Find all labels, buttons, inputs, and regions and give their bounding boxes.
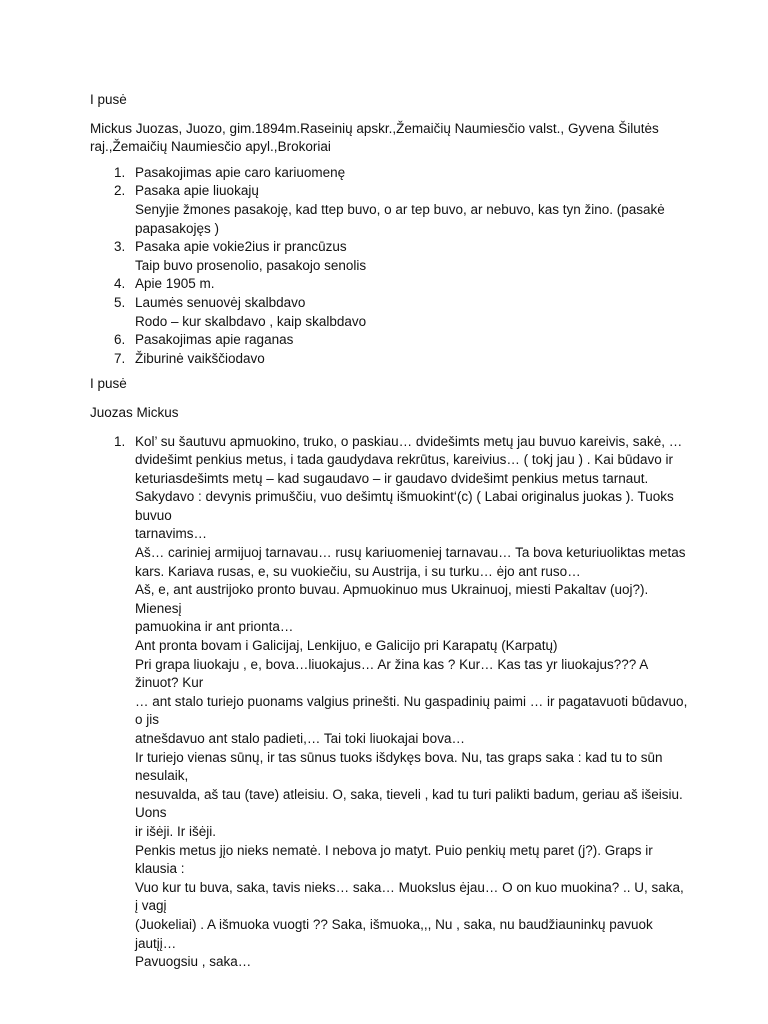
list-text: Pasaka apie liuokajų (135, 183, 259, 199)
transcript-line: Pri grapa liuokaju , e, bova…liuokajus… Ar žina kas ? Kur… Kas tas yr liuokajus??? A žinuot? Kur (135, 656, 648, 691)
list-text: Laumės senuovėj skalbdavo (135, 294, 306, 310)
transcript-line: tarnavims… (135, 526, 208, 542)
transcript-line: Kol’ su šautuvu apmuokino, truko, o paskiau… dvidešimts metų jau buvuo kareivis, sakė, … (135, 433, 683, 449)
list-text: Pasakojimas apie raganas (135, 332, 294, 348)
list-item (90, 238, 690, 275)
list-number: 7. (114, 350, 126, 366)
document-page (90, 91, 690, 972)
transcript-line: Sakydavo : devynis primuščiu, vuo dešimtų išmuokint‘(c) ( Labai originalus juokas ). Tuoks buvuo (135, 489, 674, 523)
transcript-line: Aš, e, ant austrijoko pronto buvau. Apmuokinuo mus Ukrainuoj, miesti Pakaltav (uoj?). Mienesį (135, 582, 649, 616)
list-number: 5. (114, 294, 126, 310)
list-item (90, 275, 690, 294)
list-item (90, 164, 690, 183)
story-list (90, 164, 690, 369)
section-heading: I pusė (90, 92, 127, 107)
transcript-line: kars. Kariava rusas, e, su vuokiečiu, su Austrija, i su turku… ėjo ant ruso… (135, 563, 581, 579)
list-item (90, 182, 690, 238)
transcript-line: keturiasdešimts metų – kad sugaudavo – ir gaudavo dvidešimt penkius metus tarnaut. (135, 470, 649, 486)
transcript-line: ir išėji. Ir išėji. (135, 823, 217, 839)
list-text: Pasakojimas apie caro kariuomenę (135, 164, 346, 180)
list-text: Rodo – kur skalbdavo , kaip skalbdavo (135, 313, 367, 329)
informant-header-line: raj.,Žemaičių Naumiesčio apyl.,Brokoriai (90, 139, 331, 155)
transcript-line: nesuvalda, aš tau (tave) atleisiu. O, saka, tieveli , kad tu turi palikti badum, geriau aš išeisiu. Uons (135, 786, 683, 821)
transcript-line: dvidešimt penkius metus, i tada gaudydava rekrūtus, kareivius… ( tokj jau ) . Kai būdavo ir (135, 452, 674, 468)
list-number: 1. (114, 433, 126, 449)
list-number: 2. (114, 183, 126, 199)
list-number: 6. (114, 332, 126, 348)
list-text: Apie 1905 m. (135, 276, 215, 292)
informant-header-line: Mickus Juozas, Juozo, gim.1894m.Raseinių apskr.,Žemaičių Naumiesčio valst., Gyvena Šilutės (90, 120, 659, 136)
list-text: papasakojęs ) (135, 220, 220, 236)
transcript-line: Aš… cariniej armijuoj tarnavau… rusų kariuomeniej tarnavau… Ta bova keturiuoliktas metas (135, 545, 686, 561)
list-item (90, 294, 690, 331)
list-number: 1. (114, 164, 126, 180)
transcript-line: Penkis metus jįo nieks nematė. I nebova jo matyt. Puio penkių metų paret (j?). Graps ir klausia : (135, 842, 653, 877)
informant-name: Juozas Mickus (90, 404, 179, 420)
list-text: Taip buvo prosenolio, pasakojo senolis (135, 257, 367, 273)
transcript-list (90, 433, 690, 972)
transcript-line: Ir turiejo vienas sūnų, ir tas sūnus tuoks išdykęs bova. Nu, tas graps saka : kad tu to sūn nesulaik, (135, 749, 663, 784)
list-item (90, 331, 690, 350)
list-text: Žiburinė vaikščiodavo (135, 350, 265, 366)
list-item (90, 433, 690, 972)
list-text: Senyjie žmones pasakoję, kad ttep buvo, o ar tep buvo, ar nebuvo, kas tyn žino. (pasakė (135, 201, 665, 217)
transcript-line: atnešdavuo ant stalo padieti,… Tai toki liuokajai bova… (135, 731, 465, 746)
list-number: 4. (114, 276, 126, 292)
transcript-line: Pavuogsiu , saka… (135, 954, 252, 970)
list-number: 3. (114, 239, 126, 255)
transcript-line: (Juokeliai) . A išmuoka vuogti ?? Saka, išmuoka,,, Nu , saka, nu baudžiauninkų pavuok jautįį… (135, 916, 653, 951)
list-item (90, 350, 690, 369)
list-text: Pasaka apie vokie2ius ir prancūzus (135, 239, 347, 255)
section-heading: I pusė (90, 376, 127, 392)
transcript-line: pamuokina ir ant prionta… (135, 619, 294, 635)
transcript-line: Ant pronta bovam i Galicijaj, Lenkijuo, e Galicijo pri Karapatų (Karpatų) (135, 638, 558, 654)
transcript-line: Vuo kur tu buva, saka, tavis nieks… saka… Muokslus ėjau… O on kuo muokina? .. U, saka, į vagį (135, 879, 684, 914)
transcript-line: … ant stalo turiejo puonams valgius prinešti. Nu gaspadinių paimi … ir pagatavuoti būdavuo, o jis (135, 693, 688, 728)
